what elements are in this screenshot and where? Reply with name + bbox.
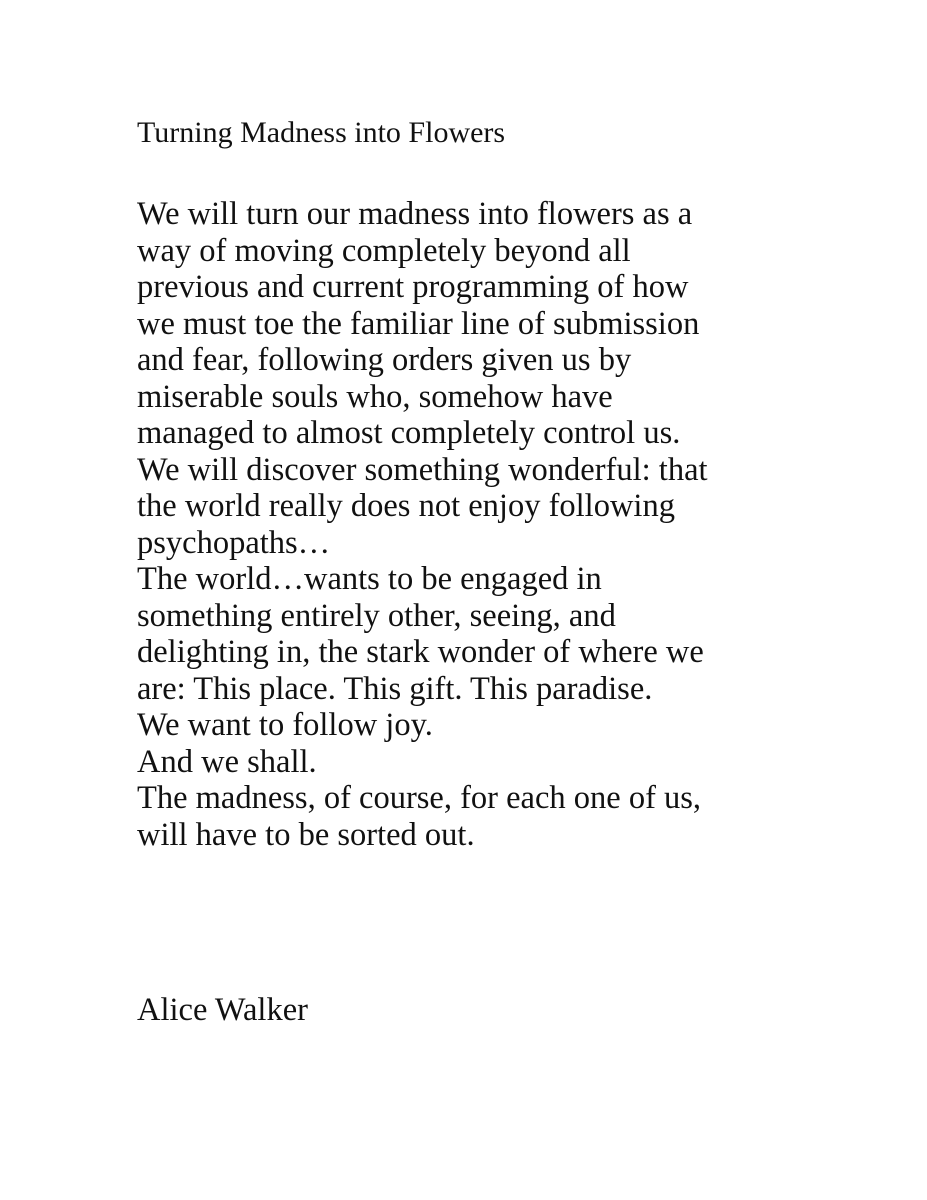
poem-line: way of moving completely beyond all: [137, 232, 631, 269]
poem-line: the world really does not enjoy following: [137, 488, 675, 524]
poem-line: we must toe the familiar line of submission: [137, 305, 700, 342]
poem-line: are: This place. This gift. This paradise.: [137, 670, 653, 707]
poem-line: We will turn our madness into flowers as a: [137, 196, 693, 232]
poem-line: miserable souls who, somehow have: [137, 378, 613, 415]
poem-line: We want to follow joy.: [137, 707, 433, 743]
poem-title: Turning Madness into Flowers: [137, 116, 506, 149]
poem-line: And we shall.: [137, 743, 317, 780]
poem-line: psychopaths…: [137, 524, 331, 561]
author-name: Alice Walker: [137, 992, 308, 1028]
poem-line: and fear, following orders given us by: [137, 342, 632, 378]
poem-line: delighting in, the stark wonder of where we: [137, 634, 704, 670]
poem-line: The world…wants to be engaged in: [137, 561, 602, 597]
poem-line: managed to almost completely control us.: [137, 415, 681, 451]
poem-line: previous and current programming of how: [137, 269, 689, 305]
poem-line: will have to be sorted out.: [137, 816, 475, 853]
poem-line: We will discover something wonderful: that: [137, 451, 708, 488]
poem-line: The madness, of course, for each one of us,: [137, 780, 702, 816]
poem-line: something entirely other, seeing, and: [137, 597, 616, 634]
poem-body: [137, 196, 708, 853]
